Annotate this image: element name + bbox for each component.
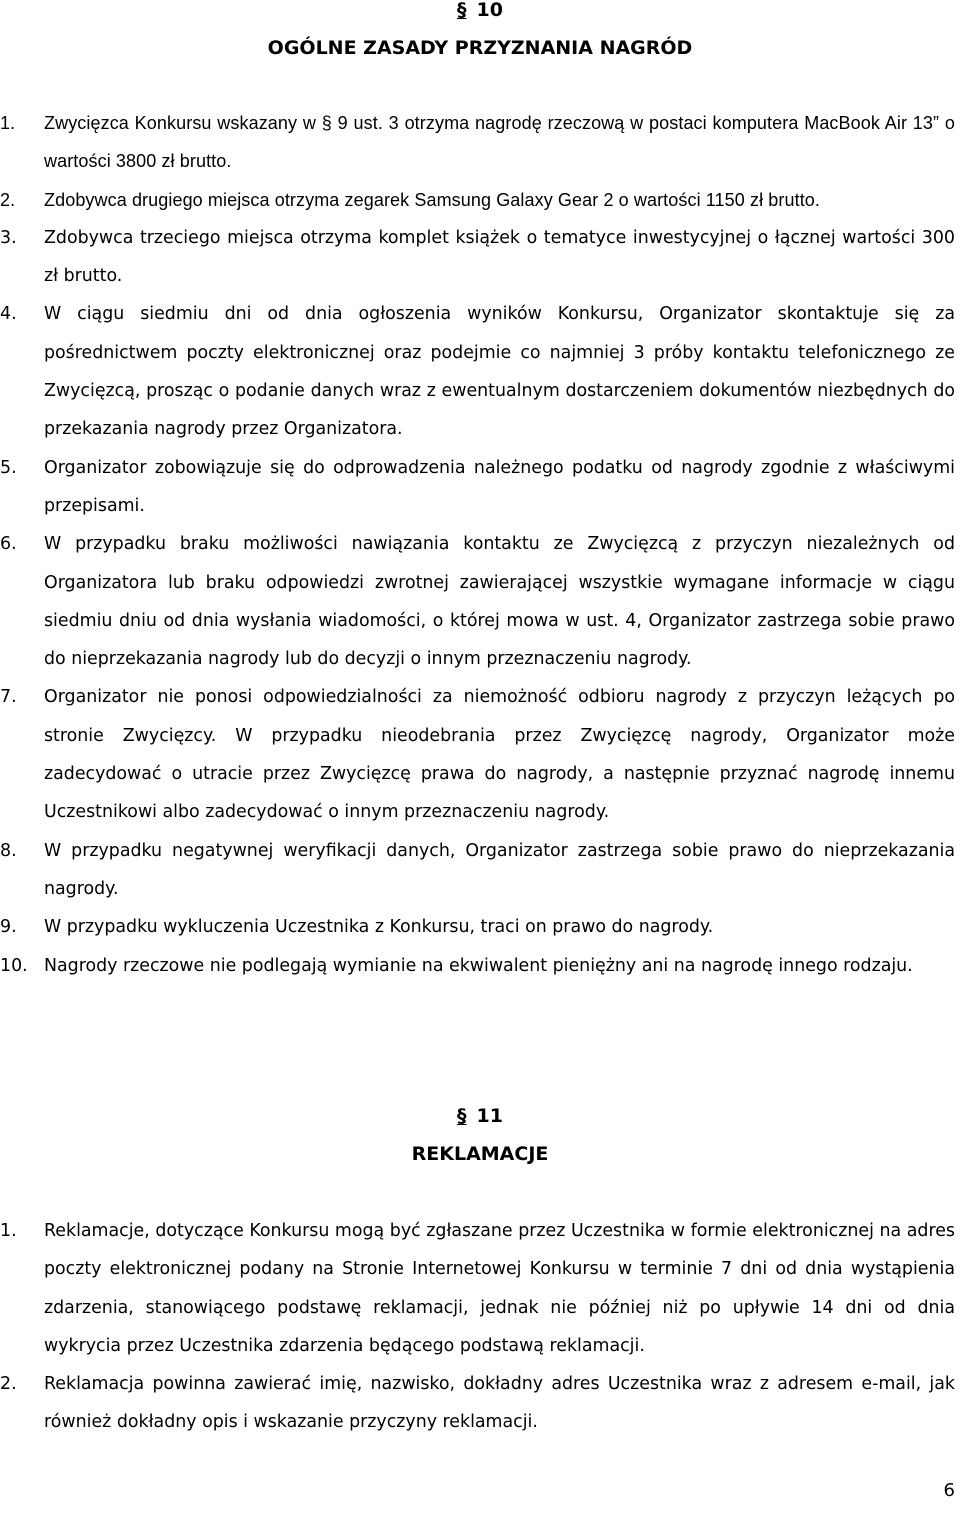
list-item: [0, 295, 955, 448]
list-item: [0, 832, 955, 909]
item-text: Organizator nie ponosi odpowiedzialności za niemożność odbioru nagrody z przyczyn leżących po stronie Zwycięzcy. W przypadku nieodebrania przez Zwycięzcę nagrody, Organizator może zadecydować o utracie przez Zwycięzcę prawa do nagrody, a następnie przyznać nagrodę innemu Uczestnikowi albo zadecydować o innym przeznaczeniu nagrody.: [44, 687, 955, 823]
item-text: Organizator zobowiązuje się do odprowadzenia należnego podatku od nagrody zgodnie z właściwymi przepisami.: [44, 457, 955, 516]
item-number: 4.: [0, 304, 17, 325]
item-number: 3.: [0, 227, 17, 248]
item-number: 2.: [0, 1374, 17, 1395]
section-number: 11: [476, 1105, 503, 1127]
list-item: [0, 947, 955, 985]
section-10-title: OGÓLNE ZASADY PRZYZNANIA NAGRÓD: [267, 37, 693, 59]
list-item: [0, 908, 955, 946]
list-item: [0, 678, 955, 831]
list-item: [0, 1212, 955, 1365]
paragraph-sign: §: [457, 0, 467, 21]
item-number: 8.: [0, 840, 17, 861]
item-text: Zdobywca drugiego miejsca otrzyma zegarek Samsung Galaxy Gear 2 o wartości 1150 zł brutto.: [44, 189, 821, 210]
item-text: Zdobywca trzeciego miejsca otrzyma komplet książek o tematyce inwestycyjnej o łącznej wartości 300 zł brutto.: [44, 227, 955, 287]
section-11-number: [0, 1104, 960, 1128]
item-text: W przypadku braku możliwości nawiązania kontaktu ze Zwycięzcą z przyczyn niezależnych od Organizatora lub braku odpowiedzi zwrotnej zawierającej wszystkie wymagane informacje w ciągu siedmiu dniu od dnia wysłania wiadomości, o której mowa w ust. 4, Organizator zastrzega sobie prawo do nieprzekazania nagrody lub do decyzji o innym przeznaczeniu nagrody.: [44, 534, 955, 670]
item-number: 10.: [0, 955, 28, 976]
list-item: [0, 449, 955, 526]
item-number: 1.: [0, 113, 16, 133]
item-text: W przypadku negatywnej weryfikacji danych, Organizator zastrzega sobie prawo do nieprzekazania nagrody.: [44, 840, 955, 899]
section-11-list: [0, 1212, 955, 1442]
item-text: Zwycięzca Konkursu wskazany w § 9 ust. 3 otrzyma nagrodę rzeczową w postaci komputera MacBook Air 13” o wartości 3800 zł brutto.: [44, 113, 955, 172]
item-number: 2.: [0, 189, 16, 210]
item-text: Reklamacja powinna zawierać imię, nazwisko, dokładny adres Uczestnika wraz z adresem e-mail, jak również dokładny opis i wskazanie przyczyny reklamacji.: [44, 1374, 955, 1433]
item-text: Nagrody rzeczowe nie podlegają wymianie na ekwiwalent pieniężny ani na nagrodę innego rodzaju.: [44, 955, 913, 976]
section-number: 10: [476, 0, 503, 21]
item-text: W przypadku wykluczenia Uczestnika z Konkursu, traci on prawo do nagrody.: [44, 917, 714, 938]
list-item: [0, 219, 955, 296]
section-10-list: [0, 104, 955, 985]
item-number: 7.: [0, 687, 17, 708]
item-number: 6.: [0, 534, 17, 555]
section-10-number: [0, 0, 960, 22]
item-number: 1.: [0, 1221, 17, 1241]
item-text: W ciągu siedmiu dni od dnia ogłoszenia wyników Konkursu, Organizator skontaktuje się za pośrednictwem poczty elektronicznej oraz podejmie co najmniej 3 próby kontaktu telefonicznego ze Zwycięzcą, prosząc o podanie danych wraz z ewentualnym dostarczeniem dokumentów niezbędnych do przekazania nagrody przez Organizatora.: [44, 304, 955, 440]
paragraph-sign: §: [457, 1105, 467, 1127]
item-number: 5.: [0, 457, 17, 478]
list-item: [0, 1365, 955, 1442]
page-number: 6: [943, 1480, 955, 1501]
item-number: 9.: [0, 917, 17, 938]
list-item: [0, 525, 955, 678]
section-11-title: REKLAMACJE: [411, 1143, 549, 1165]
item-text: Reklamacje, dotyczące Konkursu mogą być zgłaszane przez Uczestnika w formie elektronicznej na adres poczty elektronicznej podany na Stronie Internetowej Konkursu w terminie 7 dni od dnia wystąpienia zdarzenia, stanowiącego podstawę reklamacji, jednak nie później niż po upływie 14 dni od dnia wykrycia przez Uczestnika zdarzenia będącego podstawą reklamacji.: [44, 1221, 955, 1356]
list-item: [0, 104, 955, 181]
list-item: [0, 181, 955, 219]
